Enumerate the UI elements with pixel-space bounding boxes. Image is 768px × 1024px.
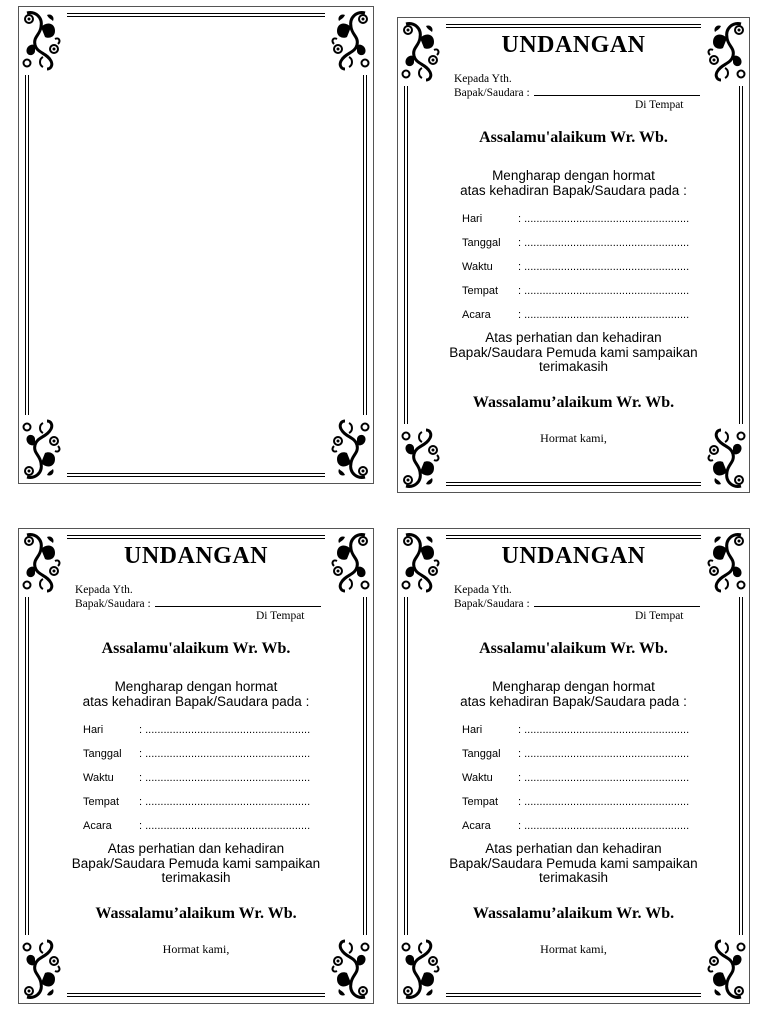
event-fields [462, 213, 689, 333]
field-label: Waktu [83, 772, 114, 784]
signature-line: Hormat kami, [540, 942, 607, 956]
field-blank: : ...................................................... [518, 261, 690, 273]
closing-line-1: Atas perhatian dan kehadiran [485, 841, 662, 856]
recipient-line [454, 86, 700, 99]
field-label: Tanggal [462, 748, 501, 760]
floral-ornament-icon [331, 9, 371, 71]
invitation-intro [19, 679, 373, 709]
closing-line-2: Bapak/Saudara Pemuda kami sampaikan [449, 344, 698, 360]
field-label: Waktu [462, 772, 493, 784]
field-label: Tempat [462, 285, 499, 297]
recipient-blank [534, 597, 700, 607]
closing-salam: Wassalamu’alaikum Wr. Wb. [95, 905, 297, 922]
field-label: Tanggal [462, 237, 501, 249]
field-row [462, 796, 689, 820]
field-label: Tempat [462, 796, 499, 808]
recipient-blank [534, 86, 700, 96]
closing-message [19, 842, 373, 886]
field-row [83, 724, 310, 748]
bottom-border [67, 993, 325, 997]
closing-line-1: Atas perhatian dan kehadiran [107, 841, 285, 856]
closing-line-2: Bapak/Saudara Pemuda kami sampaikan [71, 855, 321, 871]
field-row [83, 796, 310, 820]
top-border [446, 535, 701, 539]
field-row [462, 237, 689, 261]
closing-line-3: terimakasih [161, 870, 231, 885]
field-label: Tempat [83, 796, 120, 808]
card-title: UNDANGAN [501, 543, 646, 569]
recipient-greeting: Kepada Yth. [75, 584, 133, 596]
recipient-line [454, 597, 700, 610]
opening-salam: Assalamu'alaikum Wr. Wb. [101, 640, 291, 657]
bottom-border [446, 482, 701, 486]
floral-ornament-icon [21, 9, 61, 71]
field-row [462, 261, 689, 285]
location-note: Di Tempat [635, 99, 684, 111]
closing-message [398, 331, 749, 375]
invitation-card [397, 17, 750, 493]
card-title: UNDANGAN [501, 32, 646, 58]
field-label: Acara [462, 309, 491, 321]
field-blank: : ...................................................... [518, 796, 690, 808]
field-blank: : ...................................................... [518, 309, 690, 321]
closing-salam: Wassalamu’alaikum Wr. Wb. [472, 905, 675, 922]
opening-salam: Assalamu'alaikum Wr. Wb. [479, 640, 668, 657]
closing-line-3: terimakasih [538, 870, 609, 885]
field-blank: : ...................................................... [139, 820, 311, 832]
bottom-border [446, 993, 701, 997]
field-label: Hari [462, 724, 483, 736]
field-blank: : ...................................................... [518, 285, 690, 297]
invitation-intro [398, 679, 749, 709]
field-row [462, 748, 689, 772]
floral-ornament-icon [331, 419, 371, 481]
field-blank: : ...................................................... [518, 820, 690, 832]
recipient-label: Bapak/Saudara : [75, 598, 151, 610]
field-row [83, 748, 310, 772]
field-label: Acara [83, 820, 112, 832]
right-border [363, 75, 367, 415]
intro-line-1: Mengharap dengan hormat [114, 679, 278, 694]
field-label: Hari [83, 724, 104, 736]
field-row [462, 772, 689, 796]
location-note: Di Tempat [635, 610, 684, 622]
field-blank: : ...................................................... [139, 772, 311, 784]
field-blank: : ...................................................... [518, 724, 690, 736]
closing-message [398, 842, 749, 886]
field-blank: : ...................................................... [139, 796, 311, 808]
intro-line-2: atas kehadiran Bapak/Saudara pada : [460, 183, 687, 198]
invitation-card [397, 528, 750, 1004]
event-fields [462, 724, 689, 844]
top-border [67, 13, 325, 17]
field-label: Waktu [462, 261, 493, 273]
top-border [446, 24, 701, 28]
field-label: Tanggal [83, 748, 122, 760]
field-row [462, 285, 689, 309]
event-fields [83, 724, 310, 844]
opening-salam: Assalamu'alaikum Wr. Wb. [479, 129, 668, 146]
recipient-label: Bapak/Saudara : [454, 598, 530, 610]
intro-line-1: Mengharap dengan hormat [492, 168, 655, 183]
invitation-intro [398, 168, 749, 198]
intro-line-2: atas kehadiran Bapak/Saudara pada : [460, 694, 687, 709]
field-label: Acara [462, 820, 491, 832]
floral-ornament-icon [21, 419, 61, 481]
signature-line: Hormat kami, [540, 431, 607, 445]
closing-line-2: Bapak/Saudara Pemuda kami sampaikan [449, 855, 698, 871]
field-label: Hari [462, 213, 483, 225]
signature-line: Hormat kami, [162, 942, 230, 956]
field-blank: : ...................................................... [139, 748, 311, 760]
top-border [67, 535, 325, 539]
closing-line-3: terimakasih [538, 359, 609, 374]
field-blank: : ...................................................... [518, 237, 690, 249]
intro-line-1: Mengharap dengan hormat [492, 679, 655, 694]
card-title: UNDANGAN [124, 543, 268, 569]
recipient-blank [155, 597, 321, 607]
field-blank: : ...................................................... [518, 772, 690, 784]
field-blank: : ...................................................... [518, 748, 690, 760]
field-row [83, 772, 310, 796]
recipient-label: Bapak/Saudara : [454, 87, 530, 99]
intro-line-2: atas kehadiran Bapak/Saudara pada : [82, 694, 310, 709]
field-blank: : ...................................................... [518, 213, 690, 225]
location-note: Di Tempat [256, 610, 305, 622]
field-row [462, 724, 689, 748]
bottom-border [67, 473, 325, 477]
closing-salam: Wassalamu’alaikum Wr. Wb. [472, 394, 675, 411]
recipient-line [75, 597, 321, 610]
closing-line-1: Atas perhatian dan kehadiran [485, 330, 662, 345]
invitation-card [18, 528, 374, 1004]
blank-invitation-card [18, 6, 374, 484]
left-border [25, 75, 29, 415]
field-row [462, 213, 689, 237]
recipient-greeting: Kepada Yth. [454, 584, 512, 596]
recipient-greeting: Kepada Yth. [454, 73, 512, 85]
field-blank: : ...................................................... [139, 724, 311, 736]
